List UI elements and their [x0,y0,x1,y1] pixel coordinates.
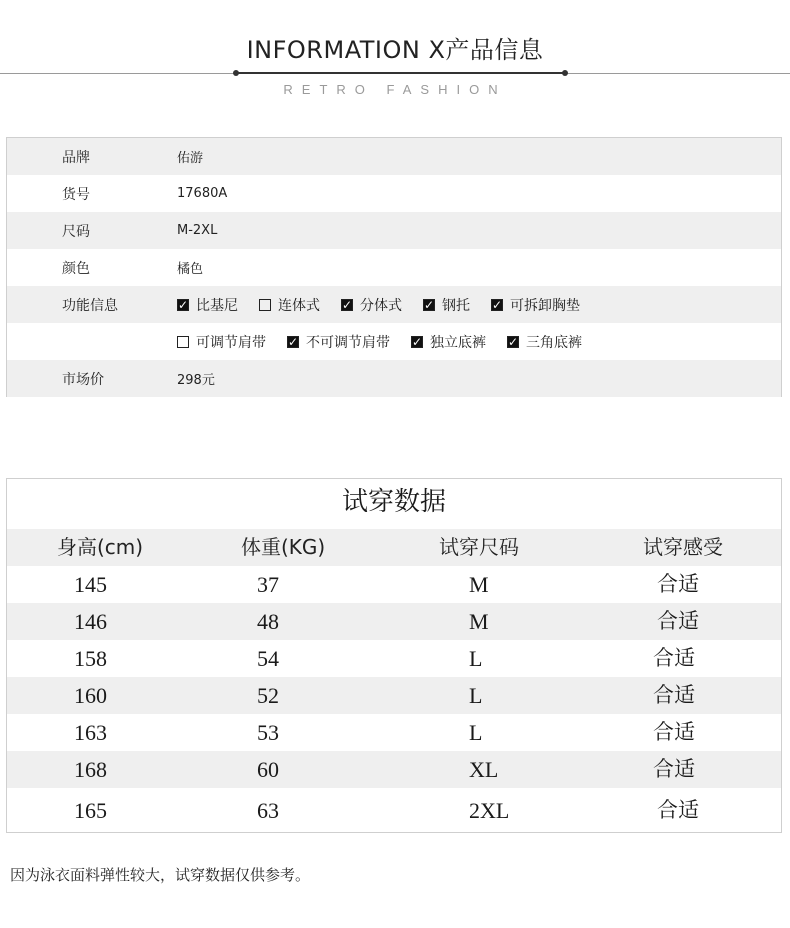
info-value: 佑游 [177,151,204,166]
cell-height: 168 [74,757,107,782]
table-row [7,714,781,751]
table-row [7,751,781,788]
cell-weight: 48 [257,609,279,634]
checked-checkbox-icon: ✓ [507,334,519,349]
page-title [0,30,790,65]
divider-right-dot [562,70,568,76]
page-subtitle: RETRO FASHION [283,82,507,97]
table-row [7,677,781,714]
info-label: 功能信息 [62,297,118,314]
cell-weight: 52 [257,683,279,708]
disclaimer-note: 因为泳衣面料弹性较大，试穿数据仅供参考。 [10,866,311,884]
info-label: 市场价 [62,371,104,388]
cell-size: M [469,572,489,597]
header-divider-accent [236,72,566,74]
cell-height: 165 [74,798,107,823]
header-feeling: 试穿感受 [643,535,723,559]
feature-option [341,295,402,315]
checked-checkbox-icon: ✓ [423,297,435,312]
feature-option [491,295,580,315]
info-label: 尺码 [62,223,90,240]
cell-feeling: 合适 [653,683,695,707]
cell-weight: 60 [257,757,279,782]
cell-feeling: 合适 [657,572,699,596]
feature-option [507,332,582,352]
unchecked-checkbox-icon [259,299,271,311]
feature-option [411,332,486,352]
feature-label: 独立底裤 [430,334,486,351]
cell-height: 160 [74,683,107,708]
fit-table-title: 试穿数据 [341,487,446,517]
cell-size: L [469,720,483,745]
checked-checkbox-icon: ✓ [341,297,353,312]
info-row-size [7,212,781,249]
title-english: INFORMATION X [246,36,446,64]
cell-weight: 54 [257,646,279,671]
header-size: 试穿尺码 [439,535,519,559]
table-row [7,566,781,603]
checked-checkbox-icon: ✓ [411,334,423,349]
cell-height: 145 [74,572,107,597]
info-row-item-number [7,175,781,212]
checked-checkbox-icon: ✓ [177,297,189,312]
info-row-brand [7,138,781,175]
feature-options-row1 [177,295,601,315]
info-label: 货号 [62,186,90,203]
cell-feeling: 合适 [653,757,695,781]
cell-feeling: 合适 [653,646,695,670]
checked-checkbox-icon: ✓ [287,334,299,349]
fit-table-header [7,529,781,566]
table-row [7,792,781,829]
info-row-features-cont [7,323,781,360]
feature-options-row2 [177,332,603,352]
header-weight: 体重(KG) [241,535,326,559]
info-value: 橘色 [177,262,204,277]
feature-label: 可拆卸胸垫 [510,297,580,314]
feature-option [259,295,320,315]
info-row-price [7,360,781,397]
cell-height: 146 [74,609,107,634]
feature-label: 比基尼 [196,297,238,314]
cell-feeling: 合适 [657,609,699,633]
cell-height: 158 [74,646,107,671]
cell-weight: 53 [257,720,279,745]
cell-feeling: 合适 [653,720,695,744]
cell-size: 2XL [469,798,510,823]
table-row [7,603,781,640]
cell-size: XL [469,757,499,782]
fit-data-table [6,478,782,833]
cell-feeling: 合适 [657,798,699,822]
checked-checkbox-icon: ✓ [491,297,503,312]
info-row-color [7,249,781,286]
cell-weight: 63 [257,798,279,823]
product-info-table [6,137,782,397]
feature-label: 可调节肩带 [196,334,266,351]
feature-label: 不可调节肩带 [306,334,390,351]
feature-option [287,332,390,352]
info-value: M-2XL [177,223,218,238]
cell-size: L [469,683,483,708]
feature-label: 分体式 [360,297,402,314]
feature-option [177,295,238,315]
cell-weight: 37 [257,572,279,597]
feature-option [423,295,470,315]
unchecked-checkbox-icon [177,336,189,348]
feature-option [177,332,266,352]
header-height: 身高(cm) [57,535,144,559]
cell-size: L [469,646,483,671]
title-chinese: 产品信息 [445,36,544,64]
info-label: 品牌 [62,149,90,166]
info-value: 17680A [177,186,228,201]
info-value: 298元 [177,373,215,388]
info-row-features [7,286,781,323]
feature-label: 连体式 [278,297,320,314]
cell-size: M [469,609,489,634]
divider-left-dot [233,70,239,76]
cell-height: 163 [74,720,107,745]
feature-label: 钢托 [442,297,470,314]
feature-label: 三角底裤 [526,334,582,351]
table-row [7,640,781,677]
info-label: 颜色 [62,260,90,277]
